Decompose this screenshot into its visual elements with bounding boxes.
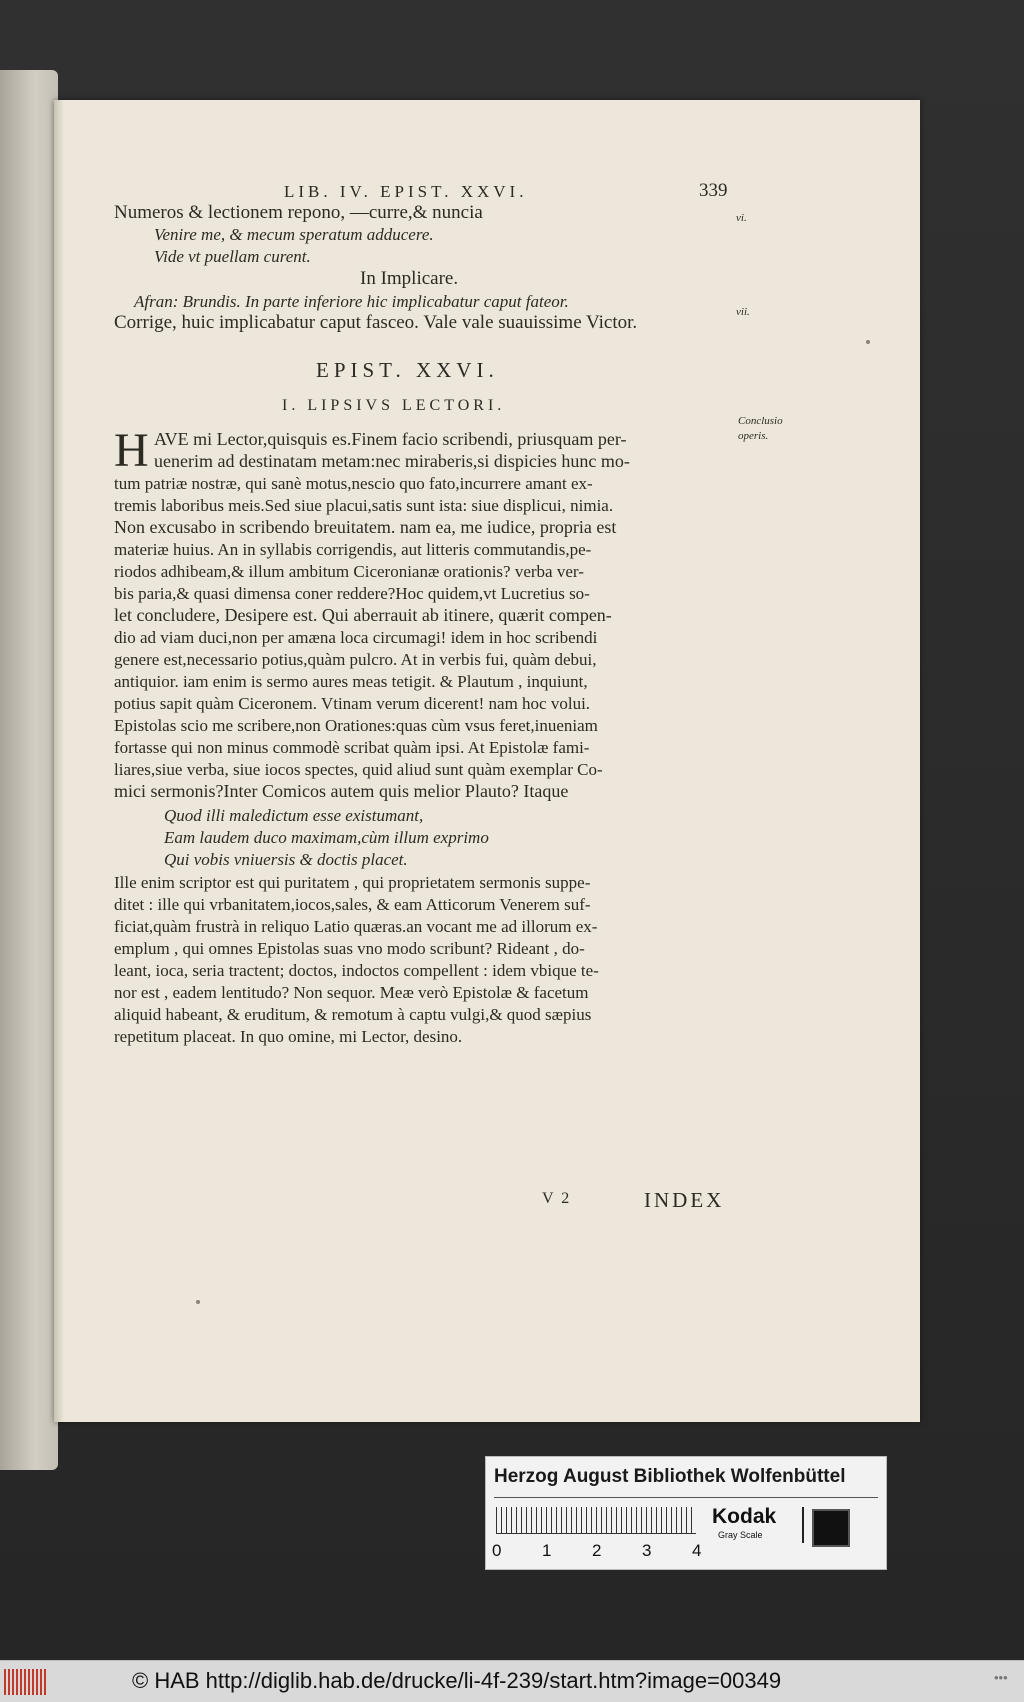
gray-swatch <box>812 1509 850 1547</box>
epistle-subheading: I. LIPSIVS LECTORI. <box>282 397 506 414</box>
ruler-scale <box>496 1507 696 1533</box>
body-line: nor est , eadem lentitudo? Non sequor. Meæ verò Epistolæ & facetum <box>114 983 589 1002</box>
body-line: ditet : ille qui vrbanitatem,iocos,sales, & eam Atticorum Venerem suf- <box>114 895 591 914</box>
dropcap: H <box>114 424 149 477</box>
body-line: dio ad viam duci,non per amæna loca circumagi! idem in hoc scribendi <box>114 628 598 647</box>
body-line: bis paria,& quasi dimensa coner reddere?Hoc quidem,vt Lucretius so- <box>114 584 590 603</box>
facing-page-edge <box>0 70 58 1470</box>
body-line: materiæ huius. An in syllabis corrigendis, aut litteris commutandis,pe- <box>114 540 592 559</box>
top-line: In Implicare. <box>360 268 459 289</box>
body-line: let concludere, Desipere est. Qui aberrauit ab itinere, quærit compen- <box>114 605 612 625</box>
body-line: liares,siue verba, siue iocos spectes, quid aliud sunt quàm exemplar Co- <box>114 760 603 779</box>
top-line: Corrige, huic implicabatur caput fasceo. Vale vale suauissime Victor. <box>114 312 638 333</box>
body-line: Ille enim scriptor est qui puritatem , qui proprietatem sermonis suppe- <box>114 873 591 892</box>
body-line: emplum , qui omnes Epistolas suas vno modo scribunt? Rideant , do- <box>114 939 585 958</box>
body-line: uenerim ad destinatam metam:nec miraberis,si dispicies hunc mo- <box>154 451 630 471</box>
body-line: ficiat,quàm frustrà in reliquo Latio quæras.an vocant me ad illorum ex- <box>114 917 598 936</box>
body-line: Epistolas scio me scribere,non Orationes:quas cùm vsus feret,inueniam <box>114 716 598 735</box>
epistle-heading: EPIST. XXVI. <box>316 358 499 382</box>
viewer-footer <box>0 1660 1024 1702</box>
scale-number: 0 <box>492 1541 502 1560</box>
card-divider-vertical <box>802 1507 804 1543</box>
margin-note: vi. <box>736 212 747 224</box>
running-head: LIB. IV. EPIST. XXVI. <box>284 182 528 201</box>
top-line: Numeros & lectionem repono, —curre,& nuncia <box>114 202 483 223</box>
body-line: Non excusabo in scribendo breuitatem. nam ea, me iudice, propria est <box>114 517 617 537</box>
top-line: Venire me, & mecum speratum adducere. <box>154 225 434 244</box>
page-number: 339 <box>699 180 728 201</box>
top-line: Afran: Brundis. In parte inferiore hic implicabatur caput fateor. <box>134 292 569 311</box>
top-line: Vide vt puellam curent. <box>154 247 311 266</box>
body-line: leant, ioca, seria tractent; doctos, indoctos compellent : idem vbique te- <box>114 961 599 980</box>
book-page <box>54 100 920 1422</box>
more-icon[interactable]: ••• <box>994 1670 1008 1685</box>
body-line: antiquior. iam enim is sermo aures meas tetigit. & Plautum , inquiunt, <box>114 672 588 691</box>
margin-note: vii. <box>736 306 750 318</box>
paper-speck <box>196 1300 200 1304</box>
kodak-subtitle: Gray Scale <box>718 1530 763 1540</box>
library-name: Herzog August Bibliothek Wolfenbüttel <box>494 1466 846 1487</box>
body-line: potius sapit quàm Ciceronem. Vtinam verum dicerent! nam hoc volui. <box>114 694 591 713</box>
catchword: INDEX <box>644 1188 725 1212</box>
body-line: genere est,necessario potius,quàm pulcro. At in verbis fui, quàm debui, <box>114 650 597 669</box>
kodak-logo: Kodak <box>712 1505 777 1528</box>
verse-line: Eam laudem duco maximam,cùm illum exprimo <box>164 828 489 847</box>
margin-note: Conclusio <box>738 415 783 427</box>
color-reference-card <box>485 1456 887 1570</box>
hab-logo-icon <box>4 1669 46 1695</box>
body-line: repetitum placeat. In quo omine, mi Lector, desino. <box>114 1027 463 1046</box>
page-gutter <box>54 100 64 1422</box>
verse-line: Quod illi maledictum esse existumant, <box>164 806 424 825</box>
body-line: mici sermonis?Inter Comicos autem quis melior Plauto? Itaque <box>114 781 569 801</box>
margin-note: operis. <box>738 430 769 442</box>
body-line: riodos adhibeam,& illum ambitum Ciceronianæ orationis? verba ver- <box>114 562 584 581</box>
body-line: tremis laboribus meis.Sed siue placui,satis sunt ista: siue displicui, nimia. <box>114 496 614 515</box>
paper-speck <box>866 340 870 344</box>
body-line: aliquid habeant, & eruditum, & remotum à captu vulgi,& quod sæpius <box>114 1005 592 1024</box>
card-divider <box>494 1497 878 1498</box>
body-line: tum patriæ nostræ, qui sanè motus,nescio quo fato,incurrere amant ex- <box>114 474 593 493</box>
scale-number: 2 <box>592 1541 602 1560</box>
scale-number: 1 <box>542 1541 552 1560</box>
signature-mark: V 2 <box>542 1190 572 1207</box>
scale-number: 4 <box>692 1541 702 1560</box>
body-line: AVE mi Lector,quisquis es.Finem facio scribendi, priusquam per- <box>154 429 627 449</box>
verse-line: Qui vobis vniuersis & doctis placet. <box>164 850 408 869</box>
footer-copyright-link[interactable]: © HAB http://diglib.hab.de/drucke/li-4f-239/start.htm?image=00349 <box>132 1668 782 1693</box>
ruler-baseline <box>496 1533 696 1534</box>
body-line: fortasse qui non minus commodè scribat quàm ipsi. At Epistolæ fami- <box>114 738 590 757</box>
scale-number: 3 <box>642 1541 652 1560</box>
